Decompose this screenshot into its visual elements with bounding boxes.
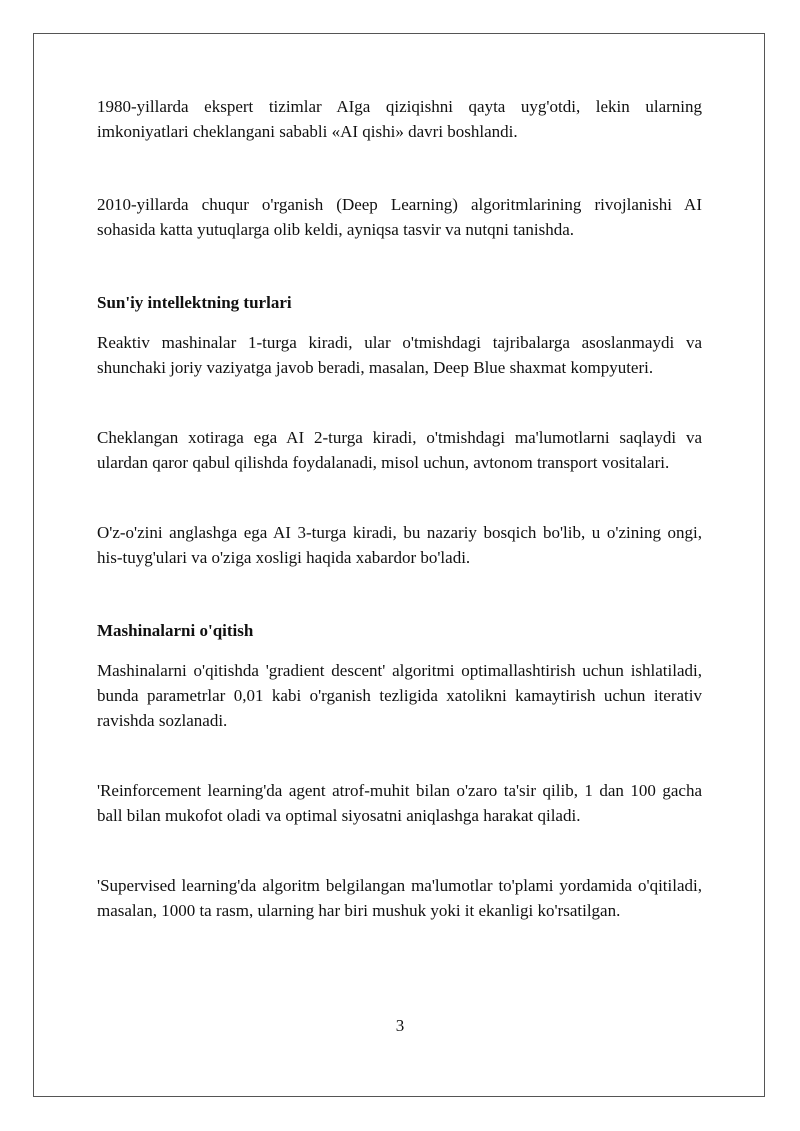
paragraph-gradient-descent: Mashinalarni o'qitishda 'gradient descent' algoritmi optimallashtirish uchun ishlatiladi, bunda parametrlar 0,01 kabi o'rganish tezligida xatolikni kamaytirish uchun iterativ ravishda sozlanadi. (97, 661, 702, 730)
section-heading-machine-learning: Mashinalarni o'qitish (97, 621, 254, 640)
paragraph-deep-learning: 2010-yillarda chuqur o'rganish (Deep Learning) algoritmlarining rivojlanishi AI sohasida katta yutuqlarga olib keldi, ayniqsa tasvir va nutqni tanishda. (97, 195, 702, 239)
paragraph-expert-systems: 1980-yillarda ekspert tizimlar AIga qiziqishni qayta uyg'otdi, lekin ularning imkoniyatlari cheklangani sababli «AI qishi» davri boshlandi. (97, 97, 702, 141)
section-heading-ai-types: Sun'iy intellektning turlari (97, 293, 292, 312)
paragraph-limited-memory: Cheklangan xotiraga ega AI 2-turga kiradi, o'tmishdagi ma'lumotlarni saqlaydi va ulardan qaror qabul qilishda foydalanadi, misol uchun, avtonom transport vositalari. (97, 428, 702, 472)
document-body (97, 94, 702, 923)
paragraph-supervised-learning: 'Supervised learning'da algoritm belgilangan ma'lumotlar to'plami yordamida o'qitiladi, masalan, 1000 ta rasm, ularning har biri mushuk yoki it ekanligi ko'rsatilgan. (97, 876, 702, 920)
page-number: 3 (395, 1016, 405, 1035)
paragraph-reactive-machines: Reaktiv mashinalar 1-turga kiradi, ular o'tmishdagi tajribalarga asoslanmaydi va shunchaki joriy vaziyatga javob beradi, masalan, Deep Blue shaxmat kompyuteri. (97, 333, 702, 377)
paragraph-reinforcement-learning: 'Reinforcement learning'da agent atrof-muhit bilan o'zaro ta'sir qilib, 1 dan 100 gacha ball bilan mukofot oladi va optimal siyosatni aniqlashga harakat qiladi. (97, 781, 702, 825)
paragraph-self-awareness: O'z-o'zini anglashga ega AI 3-turga kiradi, bu nazariy bosqich bo'lib, u o'zining ongi, his-tuyg'ulari va o'ziga xosligi haqida xabardor bo'ladi. (97, 523, 702, 567)
